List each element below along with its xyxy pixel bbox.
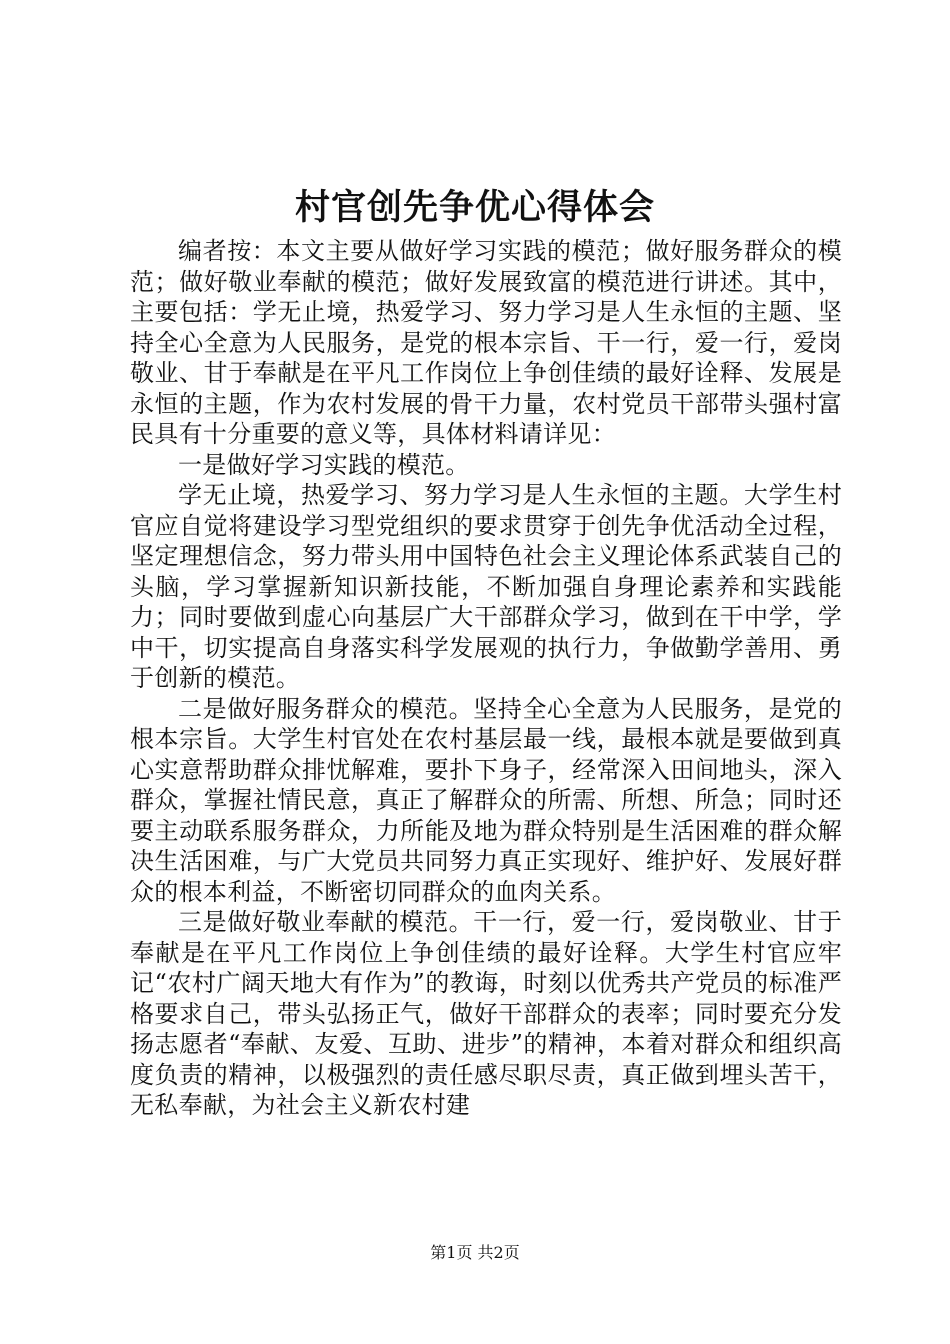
page-number-footer: 第1页 共2页 [430, 1243, 520, 1262]
editor-note-paragraph: 编者按：本文主要从做好学习实践的模范；做好服务群众的模范；做好敬业奉献的模范；做好发展致富的模范进行讲述。其中，主要包括：学无止境，热爱学习、努力学习是人生永恒的主题、坚持全心全意为人民服务，是党的根本宗旨、干一行，爱一行，爱岗敬业、甘于奉献是在平凡工作岗位上争创佳绩的最好诠释、发展是永恒的主题，作为农村发展的骨干力量，农村党员干部带头强村富民具有十分重要的意义等，具体材料请详见： [130, 237, 842, 448]
section-one-paragraph: 学无止境，热爱学习、努力学习是人生永恒的主题。大学生村官应自觉将建设学习型党组织的要求贯穿于创先争优活动全过程，坚定理想信念，努力带头用中国特色社会主义理论体系武装自己的头脑，学习掌握新知识新技能，不断加强自身理论素养和实践能力；同时要做到虚心向基层广大干部群众学习，做到在干中学，学中干，切实提高自身落实科学发展观的执行力，争做勤学善用、勇于创新的模范。 [130, 481, 842, 692]
section-one-heading: 一是做好学习实践的模范。 [178, 450, 470, 479]
section-three-paragraph: 三是做好敬业奉献的模范。干一行，爱一行，爱岗敬业、甘于奉献是在平凡工作岗位上争创佳绩的最好诠释。大学生村官应牢记“农村广阔天地大有作为”的教诲，时刻以优秀共产党员的标准严格要求自己，带头弘扬正气，做好干部群众的表率；同时要充分发扬志愿者“奉献、友爱、互助、进步”的精神，本着对群众和组织高度负责的精神，以极强烈的责任感尽职尽责，真正做到埋头苦干，无私奉献，为社会主义新农村建 [130, 908, 842, 1119]
section-two-paragraph: 二是做好服务群众的模范。坚持全心全意为人民服务，是党的根本宗旨。大学生村官处在农村基层最一线，最根本就是要做到真心实意帮助群众排忧解难，要扑下身子，经常深入田间地头，深入群众，掌握社情民意，真正了解群众的所需、所想、所急；同时还要主动联系服务群众，力所能及地为群众特别是生活困难的群众解决生活困难，与广大党员共同努力真正实现好、维护好、发展好群众的根本利益，不断密切同群众的血肉关系。 [130, 694, 842, 906]
document-body [130, 236, 842, 1121]
document-title: 村官创先争优心得体会 [294, 187, 655, 228]
